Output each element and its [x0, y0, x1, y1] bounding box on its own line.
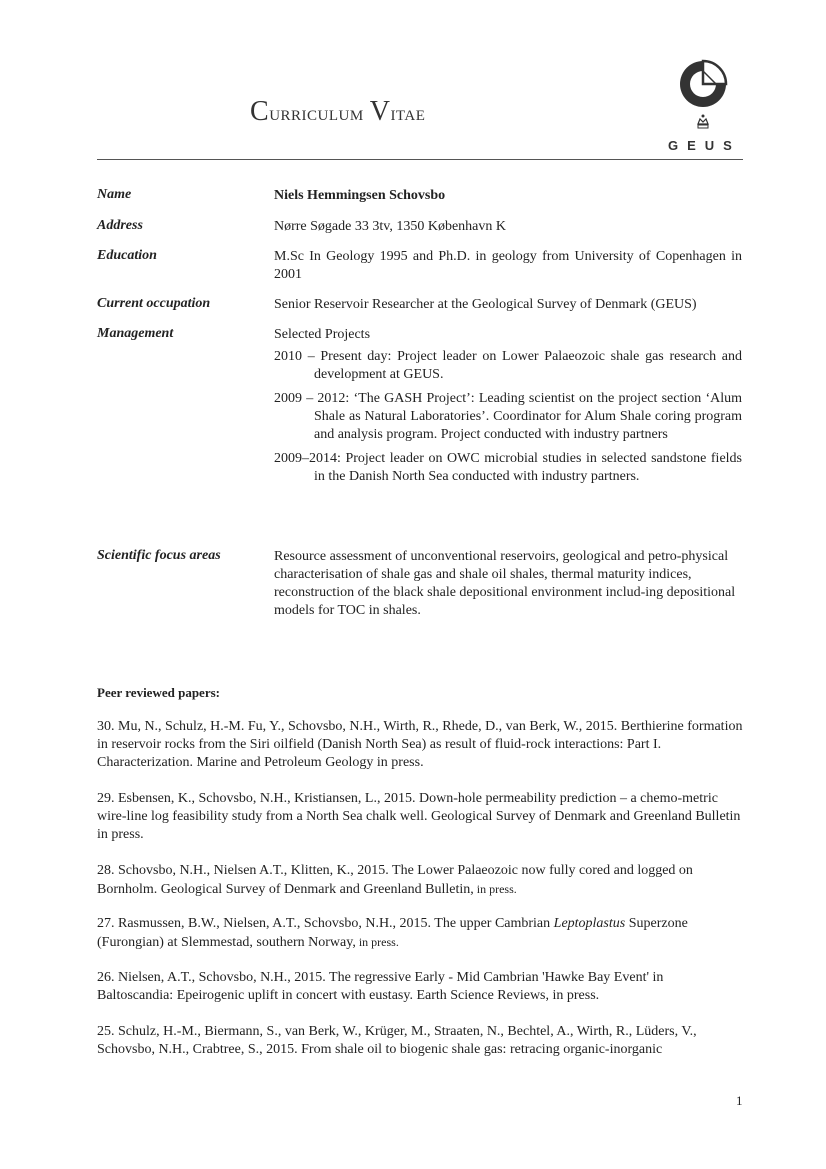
title-cap-c: C — [250, 96, 270, 127]
name-value: Niels Hemmingsen Schovsbo — [274, 188, 446, 203]
management-item-2: 2009 – 2012: ‘The GASH Project’: Leading scientist on the project section ‘Alum Shale as Natural Laboratories’. Coordinator for Alum Shale coring program and analysis program. Project conducted with industry partners — [274, 391, 742, 442]
management-item-3: 2009–2014: Project leader on OWC microbial studies in selected sandstone fields in the Danish North Sea conducted with industry partners. — [274, 451, 742, 484]
reference-29: 29. Esbensen, K., Schovsbo, N.H., Kristiansen, L., 2015. Down-hole permeability prediction – a chemo-metric wire-line log feasibility study from a North Sea chalk well. Geological Survey of Denmark and Greenland Bulletin in press. — [97, 791, 741, 842]
reference-27-text-b: Superzone (Furongian) at Slemmestad, southern Norway, — [97, 916, 688, 950]
peer-reviewed-heading: Peer reviewed papers: — [97, 685, 220, 700]
title-cap-v: V — [369, 96, 391, 127]
address-value: Nørre Søgade 33 3tv, 1350 København K — [274, 219, 506, 234]
header-divider — [97, 159, 743, 160]
focus-value: Resource assessment of unconventional reservoirs, geological and petro-physical characterisation of shale gas and shale oil shales, thermal maturity indices, reconstruction of the black shale depositional environment includ-ing depositional models for TOC in shales. — [274, 549, 736, 618]
geus-logo-icon — [660, 52, 750, 152]
title-word-2: itae — [390, 100, 426, 125]
name-label: Name — [97, 187, 132, 202]
management-item-1: 2010 – Present day: Project leader on Lower Palaeozoic shale gas research and development at GEUS. — [274, 349, 742, 382]
reference-25: 25. Schulz, H.-M., Biermann, S., van Berk, W., Krüger, M., Straaten, N., Bechtel, A., Wirth, R., Lüders, V., Schovsbo, N.H., Crabtree, S., 2015. From shale oil to biogenic shale gas: retracing organic-inorganic — [97, 1024, 697, 1057]
address-label: Address — [97, 218, 143, 233]
reference-27-status: in press. — [355, 935, 399, 949]
management-label: Management — [97, 326, 174, 341]
education-value: M.Sc In Geology 1995 and Ph.D. in geology from University of Copenhagen in 2001 — [274, 249, 742, 282]
page-number: 1 — [736, 1093, 743, 1108]
management-intro: Selected Projects — [274, 327, 371, 342]
reference-28 — [97, 862, 743, 899]
occupation-label: Current occupation — [97, 296, 211, 311]
reference-27-genus: Leptoplastus — [553, 916, 626, 931]
education-label: Education — [97, 248, 157, 263]
reference-30: 30. Mu, N., Schulz, H.-M. Fu, Y., Schovsbo, N.H., Wirth, R., Rhede, D., van Berk, W., 2015. Berthierine formation in reservoir rocks from the Siri oilfield (Danish North Sea) as result of fluid-rock interactions: Part I. Characterization. Marine and Petroleum Geology in press. — [97, 719, 743, 770]
reference-27 — [97, 915, 743, 952]
title-word-1: urriculum — [269, 100, 364, 125]
page-title — [250, 96, 425, 128]
reference-28-text: 28. Schovsbo, N.H., Nielsen A.T., Klitten, K., 2015. The Lower Palaeozoic now fully cored and logged on Bornholm. Geological Survey of Denmark and Greenland Bulletin, — [97, 863, 693, 897]
management-section — [274, 326, 742, 486]
occupation-value: Senior Reservoir Researcher at the Geological Survey of Denmark (GEUS) — [274, 297, 697, 312]
focus-label: Scientific focus areas — [97, 548, 221, 563]
logo-text: GEUS — [668, 138, 741, 153]
reference-27-text-a: 27. Rasmussen, B.W., Nielsen, A.T., Schovsbo, N.H., 2015. The upper Cambrian — [97, 916, 554, 931]
reference-26: 26. Nielsen, A.T., Schovsbo, N.H., 2015. The regressive Early - Mid Cambrian 'Hawke Bay Event' in Baltoscandia: Epeirogenic uplift in concert with eustasy. Earth Science Reviews, in press. — [97, 970, 664, 1003]
reference-28-status: in press. — [473, 882, 517, 896]
